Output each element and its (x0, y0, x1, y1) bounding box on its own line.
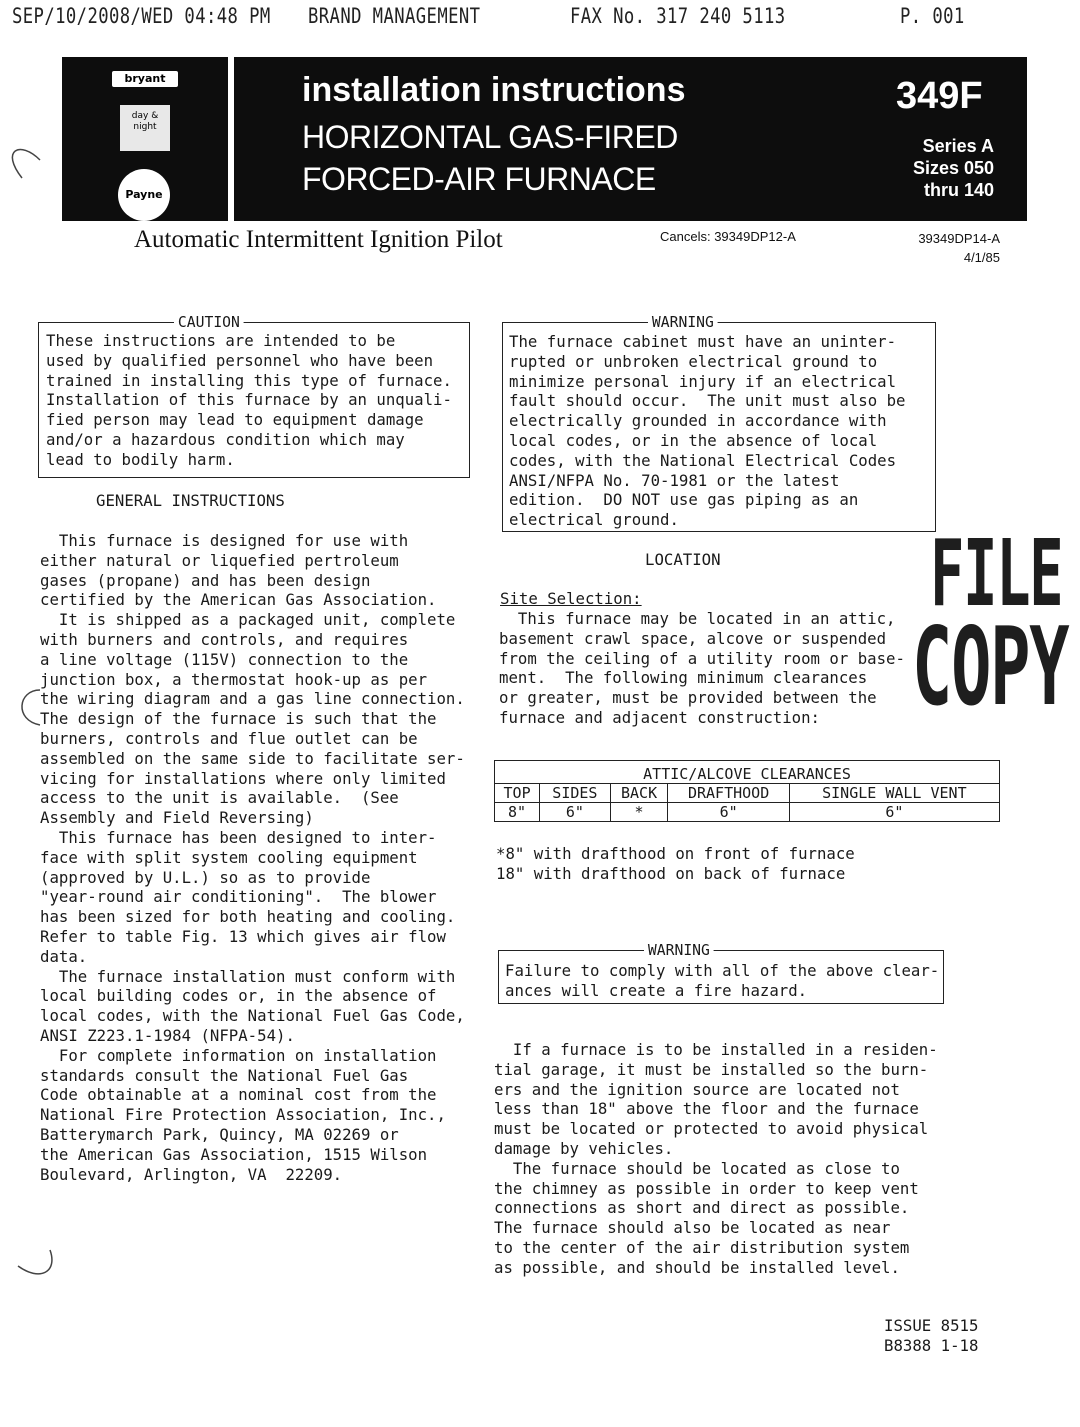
warning-label-ground: WARNING (648, 313, 718, 333)
text-line: Boulevard, Arlington, VA 22209. (40, 1164, 343, 1184)
fax-page: P. 001 (900, 4, 965, 28)
table-cell: 6" (668, 803, 789, 822)
document-number: 39349DP14-A (918, 231, 1000, 246)
text-line: data. (40, 946, 88, 966)
text-line: This furnace has been designed to inter- (40, 827, 437, 847)
bryant-logo: bryant (112, 71, 178, 87)
text-line: ment. The following minimum clearances (499, 668, 868, 688)
footnote: 18" with drafthood on back of furnace (496, 863, 846, 883)
model-number: 349F (896, 75, 983, 117)
caution-line: fied person may lead to equipment damage (46, 410, 424, 430)
caution-line: trained in installing this type of furnace. (46, 370, 452, 390)
punch-hole-mark (12, 150, 40, 178)
copy-stamp: COPY (912, 605, 1069, 730)
subtitle: Automatic Intermittent Ignition Pilot (134, 226, 503, 253)
text-line: damage by vehicles. (494, 1138, 674, 1158)
punch-hole-mark (18, 1250, 52, 1274)
punch-hole-mark (22, 690, 40, 725)
caution-line: These instructions are intended to be (46, 331, 396, 350)
text-line: certified by the American Gas Association. (40, 590, 437, 610)
warning-line: codes, with the National Electrical Codes (509, 450, 897, 470)
file-stamp: FILE (930, 520, 1063, 627)
warning-line: The furnace cabinet must have an uninter- (509, 332, 897, 351)
warning-label-clearance: WARNING (644, 941, 714, 961)
banner-heading: installation instructions (302, 71, 686, 109)
series-line: Series A (922, 136, 994, 156)
text-line: local codes, with the National Fuel Gas Code, (40, 1006, 465, 1026)
issue-line: ISSUE 8515 (884, 1316, 979, 1335)
caution-line: used by qualified personnel who have been (46, 350, 434, 370)
text-line: ANSI Z223.1-1984 (NFPA-54). (40, 1025, 295, 1045)
text-line: tial garage, it must be installed so the burn- (494, 1059, 929, 1079)
text-line: assembled on the same side to facilitate ser- (40, 748, 465, 768)
caution-line: and/or a hazardous condition which may (46, 429, 405, 449)
payne-logo: Payne (118, 169, 170, 221)
warning-line: edition. DO NOT use gas piping as an (509, 490, 859, 510)
text-line: The furnace should be located as close to (494, 1158, 900, 1178)
caution-line: lead to bodily harm. (46, 449, 235, 469)
text-line: a line voltage (115V) connection to the (40, 649, 409, 669)
table-header: TOP (495, 784, 540, 803)
table-cell: * (610, 803, 668, 822)
text-line: burners, controls and flue outlet can be (40, 728, 418, 748)
text-line: has been sized for both heating and cooling. (40, 907, 456, 927)
sizes-line: Sizes 050 (912, 158, 994, 178)
sizes-range-line: thru 140 (923, 180, 994, 200)
text-line: standards consult the National Fuel Gas (40, 1065, 409, 1085)
warning-line: local codes, or in the absence of local (509, 430, 878, 450)
text-line: face with split system cooling equipment (40, 847, 418, 867)
text-line: The furnace installation must conform with (40, 966, 456, 986)
text-line: junction box, a thermostat hook-up as per (40, 669, 428, 689)
cancels-note: Cancels: 39349DP12-A (660, 229, 796, 244)
text-line: from the ceiling of a utility room or base- (499, 648, 905, 668)
text-line: or greater, must be provided between the (499, 688, 877, 708)
text-line: the American Gas Association, 1515 Wilson (40, 1144, 428, 1164)
table-header: BACK (610, 784, 668, 803)
text-line: gases (propane) and has been design (40, 570, 371, 590)
footnote: *8" with drafthood on front of furnace (496, 844, 855, 863)
warning-line: electrically grounded in accordance with (509, 411, 887, 431)
warning-line: electrical ground. (509, 510, 679, 530)
text-line: must be located or protected to avoid physical (494, 1119, 929, 1139)
caution-label: CAUTION (174, 313, 244, 333)
text-line: less than 18" above the floor and the furnace (494, 1099, 919, 1119)
banner-line-1: HORIZONTAL GAS-FIRED (302, 119, 678, 155)
warning-line: ANSI/NFPA No. 70-1981 or the latest (509, 470, 840, 490)
text-line: Batterymarch Park, Quincy, MA 02269 or (40, 1124, 399, 1144)
text-line: the wiring diagram and a gas line connection. (40, 689, 465, 709)
warning-line: rupted or unbroken electrical ground to (509, 351, 878, 371)
text-line: If a furnace is to be installed in a residen- (494, 1040, 938, 1059)
text-line: connections as short and direct as possible. (494, 1198, 910, 1218)
warning-line: fault should occur. The unit must also be (509, 391, 906, 411)
table-header: SINGLE WALL VENT (789, 784, 999, 803)
location-heading: LOCATION (645, 550, 721, 569)
text-line: with burners and controls, and requires (40, 629, 409, 649)
table-header: DRAFTHOOD (668, 784, 789, 803)
text-line: The furnace should also be located as near (494, 1218, 891, 1238)
fax-number: FAX No. 317 240 5113 (570, 4, 786, 28)
text-line: furnace and adjacent construction: (499, 707, 820, 727)
fax-datetime: SEP/10/2008/WED 04:48 PM (12, 4, 271, 28)
text-line: The design of the furnace is such that the (40, 709, 437, 729)
fax-sender: BRAND MANAGEMENT (308, 4, 481, 28)
text-line: (approved by U.L.) so as to provide (40, 867, 371, 887)
table-title: ATTIC/ALCOVE CLEARANCES (495, 761, 1000, 784)
text-line: "year-round air conditioning". The blower (40, 887, 437, 907)
warning-line: minimize personal injury if an electrical (509, 371, 897, 391)
general-instructions-heading: GENERAL INSTRUCTIONS (96, 491, 285, 510)
document-date: 4/1/85 (963, 250, 1000, 265)
text-line: the chimney as possible in order to keep vent (494, 1178, 919, 1198)
banner-line-2: FORCED-AIR FURNACE (302, 161, 656, 197)
caution-line: Installation of this furnace by an unquali- (46, 390, 452, 410)
text-line: Assembly and Field Reversing) (40, 808, 314, 828)
text-line: ers and the ignition source are located not (494, 1079, 900, 1099)
warning-line: Failure to comply with all of the above clear- (505, 961, 940, 980)
table-cell: 6" (789, 803, 999, 822)
text-line: Refer to table Fig. 13 which gives air flow (40, 926, 446, 946)
site-selection-label: Site Selection: (500, 589, 642, 608)
text-line: For complete information on installation (40, 1045, 437, 1065)
text-line: This furnace may be located in an attic, (499, 609, 896, 628)
text-line: either natural or liquefied pertroleum (40, 550, 399, 570)
text-line: Code obtainable at a nominal cost from the (40, 1085, 437, 1105)
text-line: vicing for installations where only limited (40, 768, 446, 788)
text-line: access to the unit is available. (See (40, 788, 399, 808)
text-line: to the center of the air distribution system (494, 1237, 910, 1257)
text-line: National Fire Protection Association, Inc., (40, 1105, 446, 1125)
text-line: local building codes or, in the absence of (40, 986, 437, 1006)
warning-line: ances will create a fire hazard. (505, 980, 808, 1000)
text-line: It is shipped as a packaged unit, complete (40, 610, 456, 630)
table-header: SIDES (540, 784, 611, 803)
text-line: as possible, and should be installed level. (494, 1257, 900, 1277)
text-line: This furnace is designed for use with (40, 531, 409, 550)
table-cell: 8" (495, 803, 540, 822)
daynight-logo: day & night (120, 105, 170, 151)
table-cell: 6" (540, 803, 611, 822)
issue-line: B8388 1-18 (884, 1335, 979, 1355)
text-line: basement crawl space, alcove or suspended (499, 628, 887, 648)
